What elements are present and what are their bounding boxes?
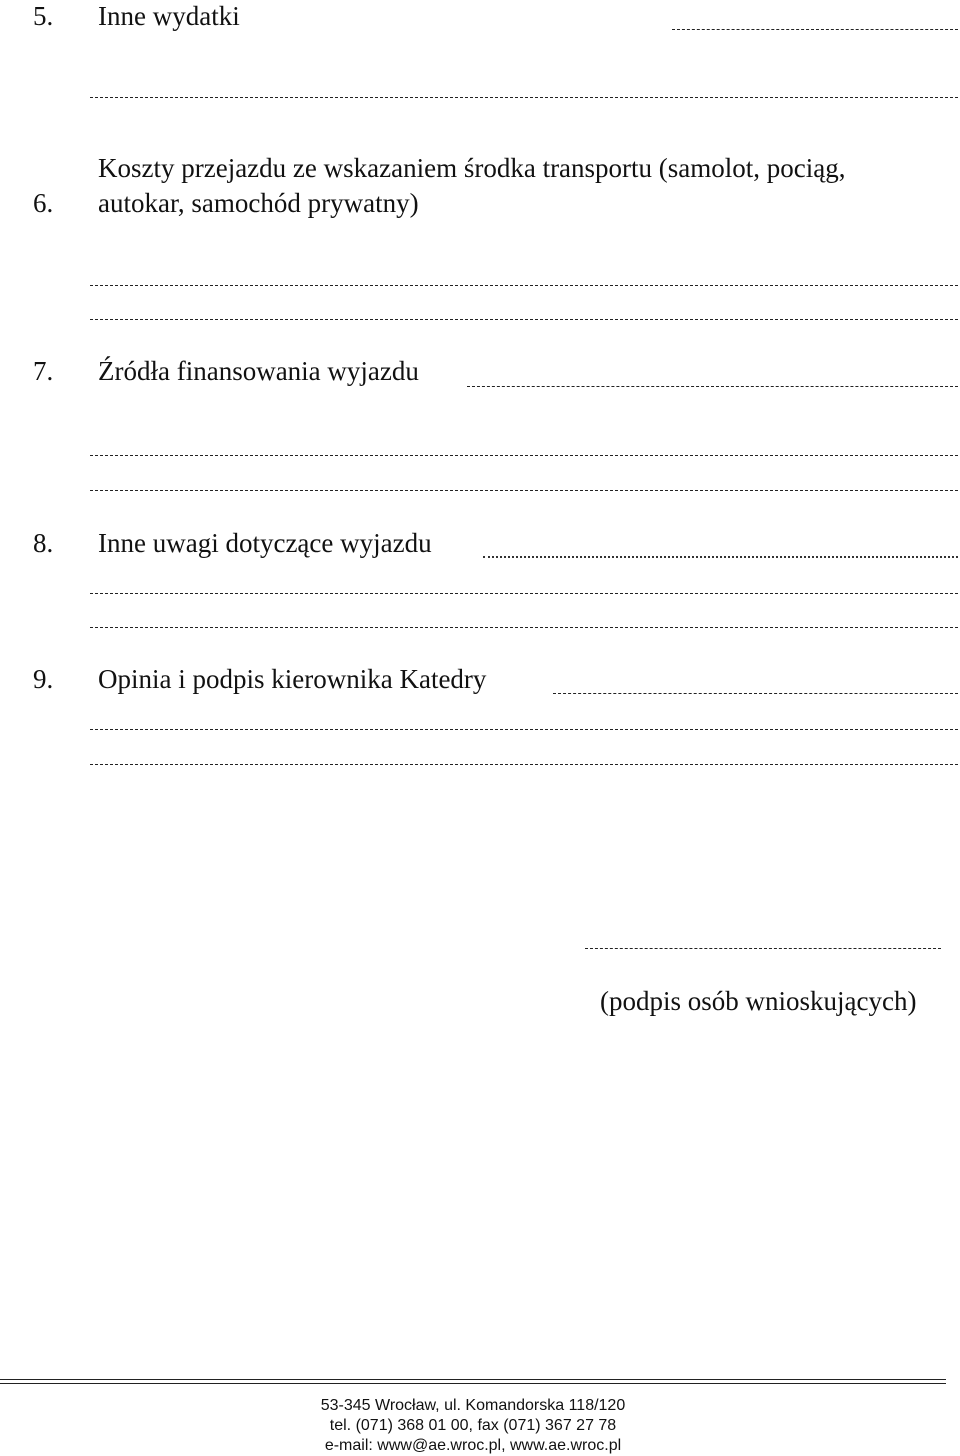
- signature-line[interactable]: [585, 948, 941, 949]
- item-9-answer-line[interactable]: [553, 693, 958, 694]
- item-9-number: 9.: [33, 664, 54, 694]
- item-9-answer-line[interactable]: [90, 764, 958, 765]
- item-9-label: Opinia i podpis kierownika Katedry: [98, 664, 487, 694]
- item-7-answer-line[interactable]: [90, 455, 958, 456]
- footer-rule: [0, 1383, 946, 1384]
- item-6-answer-line[interactable]: [90, 319, 958, 320]
- item-7-label: Źródła finansowania wyjazdu: [98, 356, 419, 386]
- item-7-answer-line[interactable]: [90, 490, 958, 491]
- item-8-label: Inne uwagi dotyczące wyjazdu: [98, 528, 432, 558]
- footer-contact: e-mail: www@ae.wroc.pl, www.ae.wroc.pl: [324, 1437, 622, 1454]
- footer-rule: [0, 1379, 946, 1380]
- item-6-label-line1: Koszty przejazdu ze wskazaniem środka transportu (samolot, pociąg,: [98, 153, 846, 183]
- item-5-answer-line[interactable]: [672, 29, 958, 30]
- item-5-label: Inne wydatki: [98, 1, 240, 31]
- item-8-answer-line[interactable]: [90, 627, 958, 628]
- item-8-answer-line[interactable]: [90, 593, 958, 594]
- item-7-answer-line[interactable]: [467, 386, 958, 387]
- item-6-number: 6.: [33, 188, 54, 218]
- item-6-answer-line[interactable]: [90, 285, 958, 286]
- item-9-answer-line[interactable]: [90, 729, 958, 730]
- footer-address: 53-345 Wrocław, ul. Komandorska 118/120: [320, 1397, 626, 1414]
- item-7-number: 7.: [33, 356, 54, 386]
- footer-phone: tel. (071) 368 01 00, fax (071) 367 27 78: [329, 1417, 617, 1434]
- item-8-answer-line[interactable]: [483, 556, 958, 558]
- item-5-answer-line[interactable]: [90, 97, 958, 98]
- item-6-label-line2: autokar, samochód prywatny): [98, 188, 419, 218]
- item-5-number: 5.: [33, 1, 54, 31]
- item-8-number: 8.: [33, 528, 54, 558]
- signature-caption: (podpis osób wnioskujących): [600, 986, 917, 1016]
